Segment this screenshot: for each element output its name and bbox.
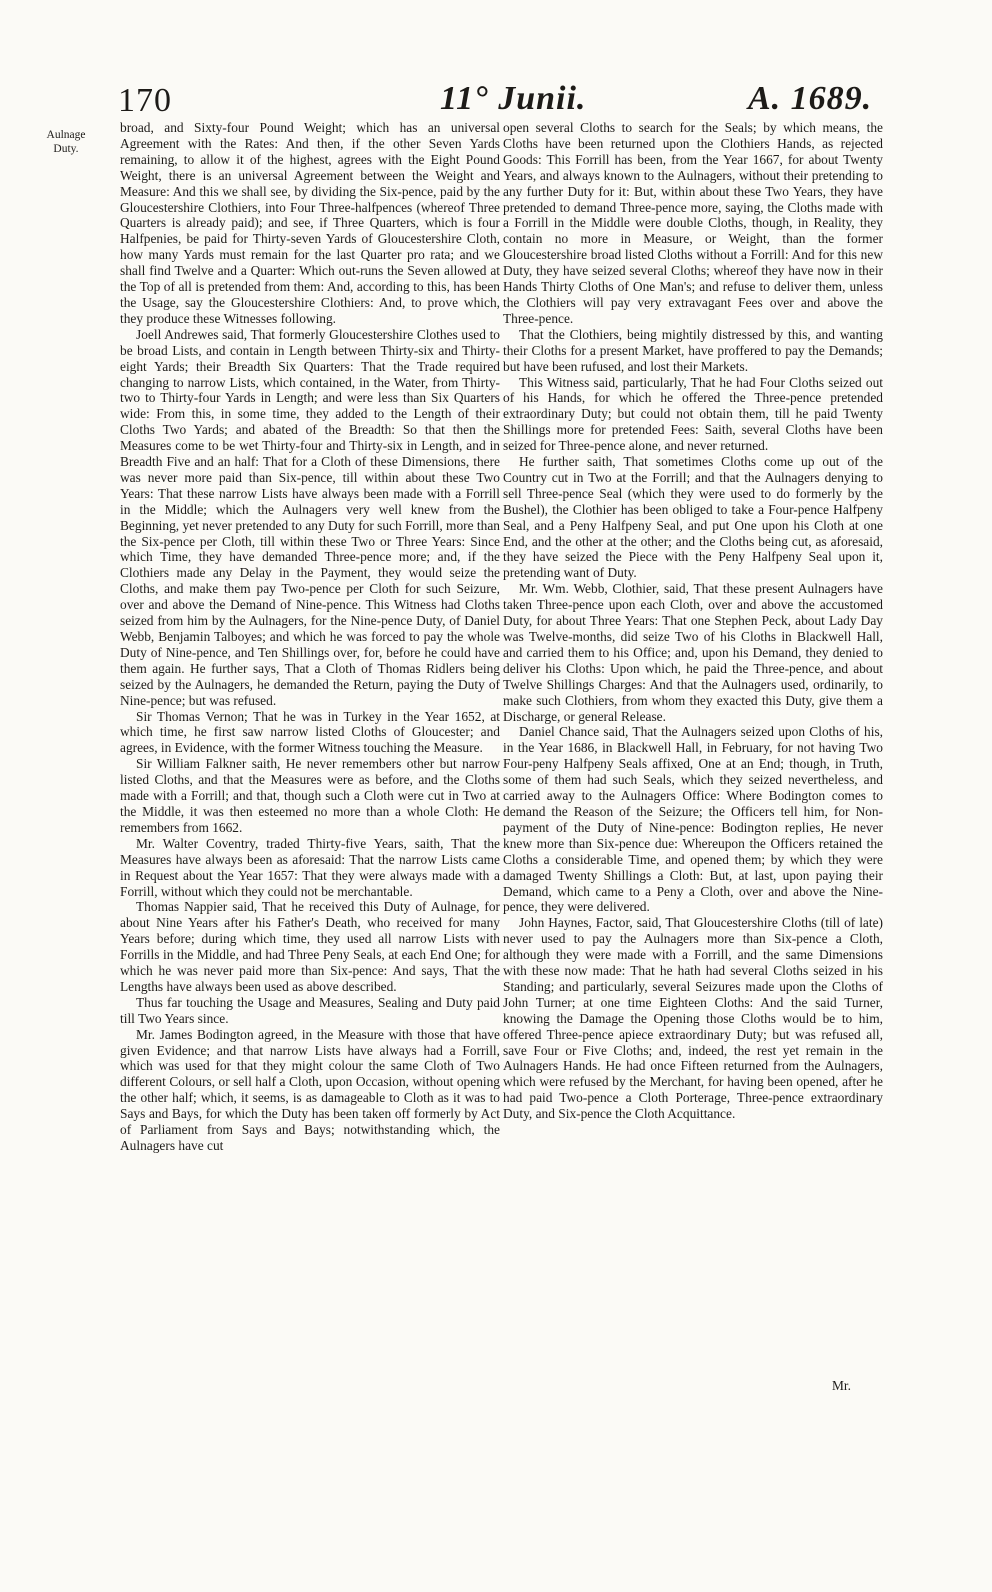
paragraph: Daniel Chance said, That the Aulnagers seized upon Cloths of his, in the Year 1686, in Blackwell Hall, in February, for not having Two Four-peny Halfpeny Seals affixed, One at an End; though, in Truth, some of them had such Seals, which they seized nevertheless, and carried away to the Aulnagers Office: Where Bodington comes to demand the Reason of the Seizure; the Officers tell him, for Non-payment of the Duty of Nine-pence: Bodington replies, He never knew more than Six-pence due: Whereupon the Officers retained the Cloths a considerable Time, and opened them; by which they were damaged Twenty Shillings a Cloth: But, at last, upon paying their Demand, which came to a Peny a Cloth, over and above the Nine-pence, they were delivered.	[503, 724, 883, 915]
paragraph: John Haynes, Factor, said, That Gloucestershire Cloths (till of late) never used to pay the Aulnagers more than Six-pence a Cloth, although they were made with a Forrill, and the same Dimensions with these now made: That he hath had several Cloths seized in his Standing; and particularly, several Seizures made upon the Cloths of John Turner; at one time Eighteen Cloths: And the said Turner, knowing the Damage the Opening those Cloths would be to him, offered Three-pence apiece extraordinary Duty; but was refused all, save Four or Five Cloths; and, indeed, the rest yet remain in the Aulnagers Hands. He had once Fifteen returned from the Aulnagers, which were refused by the Merchant, for having been opened, after he had paid Two-pence a Cloth Porterage, Three-pence extraordinary Duty, and Six-pence the Cloth Acquittance.	[503, 915, 883, 1122]
paragraph: Mr. James Bodington agreed, in the Measure with those that have given Evidence; and that narrow Lists have always had a Forrill, which was used for that they might colour the same Cloth of Two different Colours, or sell half a Cloth, upon Occasion, without opening the other half; which, it seems, is as damageable to Cloth as it was to Says and Bays, for which the Duty has been taken off formerly by Act of Parliament from Says and Bays; notwithstanding which, the Aulnagers have cut	[120, 1026, 500, 1153]
paragraph: Joell Andrewes said, That formerly Gloucestershire Clothes used to be broad Lists, and contain in Length between Thirty-six and Thirty-eight Yards; their Breadth Six Quarters: That the Trade required changing to narrow Lists, which contained, in the Water, from Thirty-two to Thirty-four Yards in Length; and were less than Six Quarters wide: From this, in some time, they added to the Length of their Cloths Two Yards; and abated of the Breadth: So that then the Measures come to be wet Thirty-four and Thirty-six in Length, and in Breadth Five and an half: That for a Cloth of these Dimensions, there was never more paid than Six-pence, till within about these Two Years: That these narrow Lists have always been made with a Forrill in the Middle; which the Aulnagers very well knew from the Beginning, yet never pretended to any Duty for such Forrill, more than the Six-pence per Cloth, till within these Two or Three Years: Since which Time, they have demanded Three-pence more; and, if the Clothiers made any Delay in the Payment, they would seize the Cloths, and make them pay Two-pence per Cloth for such Seizure, over and above the Demand of Nine-pence. This Witness had Cloths seized from him by the Aulnagers, for the Nine-pence Duty, of Daniel Webb, Benjamin Talboyes; and which he was forced to pay the whole Duty of Nine-pence, and Ten Shillings over, for, before he could have them again. He further says, That a Cloth of Thomas Ridlers being seized by the Aulnagers, he demanded the Return, paying the Duty of Nine-pence; but was refused.	[120, 326, 500, 708]
right-column	[503, 120, 883, 1122]
paragraph: Thomas Nappier said, That he received this Duty of Aulnage, for about Nine Years after his Father's Death, who received for many Years before; during which time, they used all narrow Lists with Forrills in the Middle, and had Three Peny Seals, at each End One; for which he was never paid more than Six-pence: And says, That the Lengths have always been used as above described.	[120, 899, 500, 994]
session-date: 11° Junii.	[440, 80, 587, 117]
paragraph: That the Clothiers, being mightily distressed by this, and wanting their Cloths for a present Market, have proffered to pay the Demands; but have been rufused, and lost their Markets.	[503, 326, 883, 374]
paragraph: Thus far touching the Usage and Measures, Sealing and Duty paid till Two Years since.	[120, 994, 500, 1026]
paragraph: Mr. Walter Coventry, traded Thirty-five Years, saith, That the Measures have always been as aforesaid: That the narrow Lists came in Request about the Year 1657: That they were always made with a Forrill, without which they could not be merchantable.	[120, 835, 500, 899]
margin-note: Aulnage Duty.	[46, 129, 86, 155]
session-year: A. 1689.	[748, 80, 873, 117]
paragraph: Mr. Wm. Webb, Clothier, said, That these present Aulnagers have taken Three-pence upon each Cloth, over and above the accustomed Duty, for about Three Years: That one Stephen Peck, about Lady Day was Twelve-months, did seize Two of his Cloths in Blackwell Hall, and carried them to his Office; and, upon his Demand, they denied to deliver his Cloths: Upon which, he paid the Three-pence, and about Twelve Shillings Charges: And that the Aulnagers used, ordinarily, to make such Clothiers, from whom they exacted this Duty, give them a Discharge, or general Release.	[503, 581, 883, 724]
paragraph: He further saith, That sometimes Cloths come up out of the Country cut in Two at the Forrill; and that the Aulnagers denying to sell Three-pence Seal (which they were used to do formerly by the Bushel), the Clothier has been obliged to take a Four-pence Halfpeny Seal, and a Peny Halfpeny Seal, and put One upon his Cloth at one End, and the other at the other; and the Cloths being cut, as aforesaid, they have seized the Piece with the Peny Halfpeny Seal upon it, pretending want of Duty.	[503, 454, 883, 581]
page-header	[0, 72, 992, 122]
paragraph: open several Cloths to search for the Seals; by which means, the Cloths have been returned upon the Clothiers Hands, as rejected Goods: This Forrill has been, from the Year 1667, for about Twenty Years, and always known to the Aulnagers, without their pretending to any further Duty for it: But, within about these Two Years, they have pretended to demand Three-pence more, saying, the Cloths made with a Forrill in the Middle were double Cloths, though, in Reality, they contain no more in Measure, or Weight, than the former Gloucestershire broad listed Cloths without a Forrill: And for this new Duty, they have seized several Cloths; whereof they have now in their Hands Thirty Cloths of One Man's; and refuse to deliver them, unless the Clothiers will pay very extravagant Fees over and above the Three-pence.	[503, 120, 883, 326]
paragraph: Sir William Falkner saith, He never remembers other but narrow listed Cloths, and that the Measures were as before, and the Cloths made with a Forrill; and that, though such a Cloth were cut in Two at the Middle, it was then esteemed no more than a whole Cloth: He remembers from 1662.	[120, 756, 500, 835]
left-column	[120, 120, 500, 1154]
paragraph: This Witness said, particularly, That he had Four Cloths seized out of his Hands, for which he offered the Three-pence pretended extraordinary Duty; but could not obtain them, till he paid Twenty Shillings more for pretended Fees: Saith, several Cloths have been seized for Three-pence alone, and never returned.	[503, 374, 883, 454]
paragraph: broad, and Sixty-four Pound Weight; which has an universal Agreement with the Rates: And then, if the other Seven Yards remaining, to allow it of the highest, agrees with the Eight Pound Weight, there is an universal Agreement between the Weight and Measure: And this we shall see, by dividing the Six-pence, paid by the Gloucestershire Clothiers, into Four Three-halfpences (whereof Three Quarters is already paid); and see, if Three Quarters, which is four Halfpenies, be paid for Thirty-seven Yards of Gloucestershire Cloth, how many Yards must remain for the last Quarter pro rata; and we shall find Twelve and a Quarter: Which out-runs the Seven allowed at the Top of all is pretended from them: And, according to this, has been the Usage, say the Gloucestershire Clothiers: And, to prove which, they produce these Witnesses following.	[120, 120, 500, 326]
catchword: Mr.	[832, 1378, 851, 1393]
paragraph: Sir Thomas Vernon; That he was in Turkey in the Year 1652, at which time, he first saw narrow listed Cloths of Gloucester; and agrees, in Evidence, with the former Witness touching the Measure.	[120, 708, 500, 756]
page-number: 170	[118, 82, 172, 119]
